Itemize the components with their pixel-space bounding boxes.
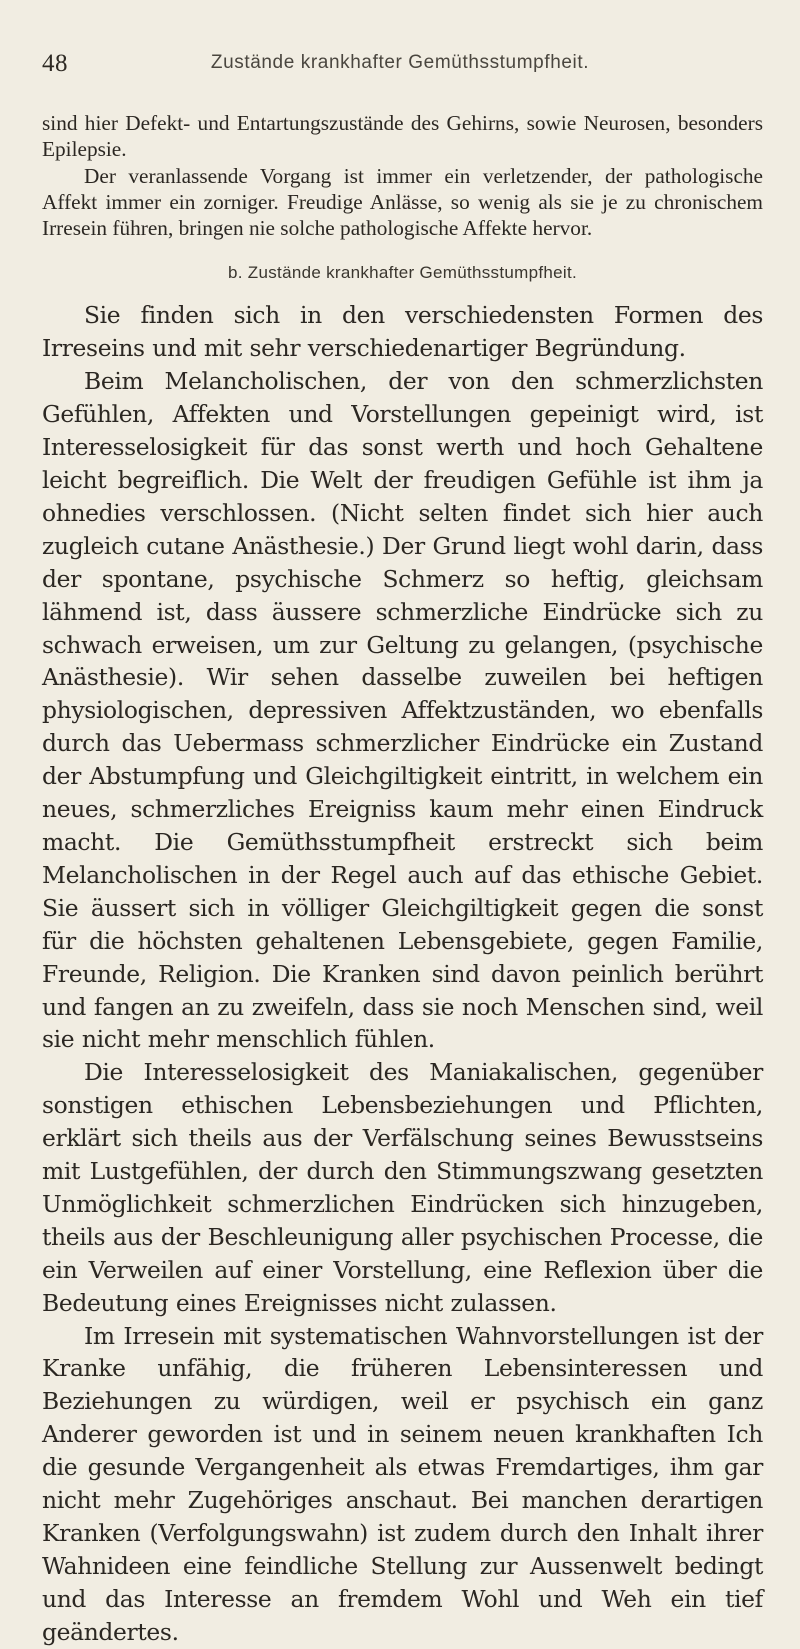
section-text bbox=[42, 299, 763, 1648]
paragraph-delusions: Im Irresein mit systematischen Wahnvorstellungen ist der Kranke unfähig, die früheren Lebensinteressen und Beziehungen zu würdigen, weil er psychisch ein ganz Anderer geworden ist und in seinem neuen krankhaften Ich die gesunde Vergangenheit als etwas Fremdartiges, ihm gar nicht mehr Zugehöriges anschaut. Bei manchen derartigen Kranken (Verfolgungswahn) ist zudem durch den Inhalt ihrer Wahnideen eine feindliche Stellung zur Aussenwelt bedingt und das Interesse an fremdem Wohl und Weh ein tief geändertes. bbox=[42, 1321, 763, 1646]
paragraph-forms: Sie finden sich in den verschiedensten Formen des Irreseins und mit sehr verschiedenartiger Begründung. bbox=[42, 301, 763, 363]
paragraph-maniacal: Die Interesselosigkeit des Maniakalischen, gegenüber sonstigen ethischen Lebensbeziehungen und Pflichten, erklärt sich theils aus der Verfälschung seines Bewusstseins mit Lustgefühlen, der durch den Stimmungszwang gesetzten Unmöglichkeit schmerzlichen Eindrücken sich hinzugeben, theils aus der Beschleunigung aller psychischen Processe, die ein Verweilen auf einer Vorstellung, eine Reflexion über die Bedeutung eines Ereignisses nicht zulassen. bbox=[42, 1058, 763, 1317]
page-header bbox=[42, 50, 758, 86]
paragraph-affect: Der veranlassende Vorgang ist immer ein verletzender, der pathologische Affekt immer ein zorniger. Freudige Anlässe, so wenig als sie je zu chronischem Irresein führen, bringen nie solche pathologische Affekte hervor. bbox=[42, 163, 763, 241]
running-title: Zustände krankhafter Gemüthsstumpfheit. bbox=[210, 52, 590, 73]
page-number: 48 bbox=[42, 50, 68, 77]
section-heading: b. Zustände krankhafter Gemüthsstumpfheit. bbox=[228, 263, 577, 283]
paragraph-melancholic: Beim Melancholischen, der von den schmerzlichsten Gefühlen, Affekten und Vorstellungen gepeinigt wird, ist Interesselosigkeit für das sonst werth und hoch Gehaltene leicht begreiflich. Die Welt der freudigen Gefühle ist ihm ja ohnedies verschlossen. (Nicht selten findet sich hier auch zugleich cutane Anästhesie.) Der Grund liegt wohl darin, dass der spontane, psychische Schmerz so heftig, gleichsam lähmend ist, dass äussere schmerzliche Eindrücke sich zu schwach erweisen, um zur Geltung zu gelangen, (psychische Anästhesie). Wir sehen dasselbe zuweilen bei heftigen physiologischen, depressiven Affektzuständen, wo ebenfalls durch das Uebermass schmerzlicher Eindrücke ein Zustand der Abstumpfung und Gleichgiltigkeit eintritt, in welchem ein neues, schmerzliches Ereigniss kaum mehr einen Eindruck macht. Die Gemüthsstumpfheit erstreckt sich beim Melancholischen in der Regel auch auf das ethische Gebiet. Sie äussert sich in völliger Gleichgiltigkeit gegen die sonst für die höchsten gehaltenen Lebensgebiete, gegen Familie, Freunde, Religion. Die Kranken sind davon peinlich berührt und fangen an zu zweifeln, dass sie noch Menschen sind, weil sie nicht mehr menschlich fühlen. bbox=[42, 367, 763, 1054]
page-body bbox=[42, 110, 763, 1649]
paragraph-continuation: sind hier Defekt- und Entartungszustände des Gehirns, sowie Neurosen, besonders Epilepsie. bbox=[42, 111, 763, 162]
